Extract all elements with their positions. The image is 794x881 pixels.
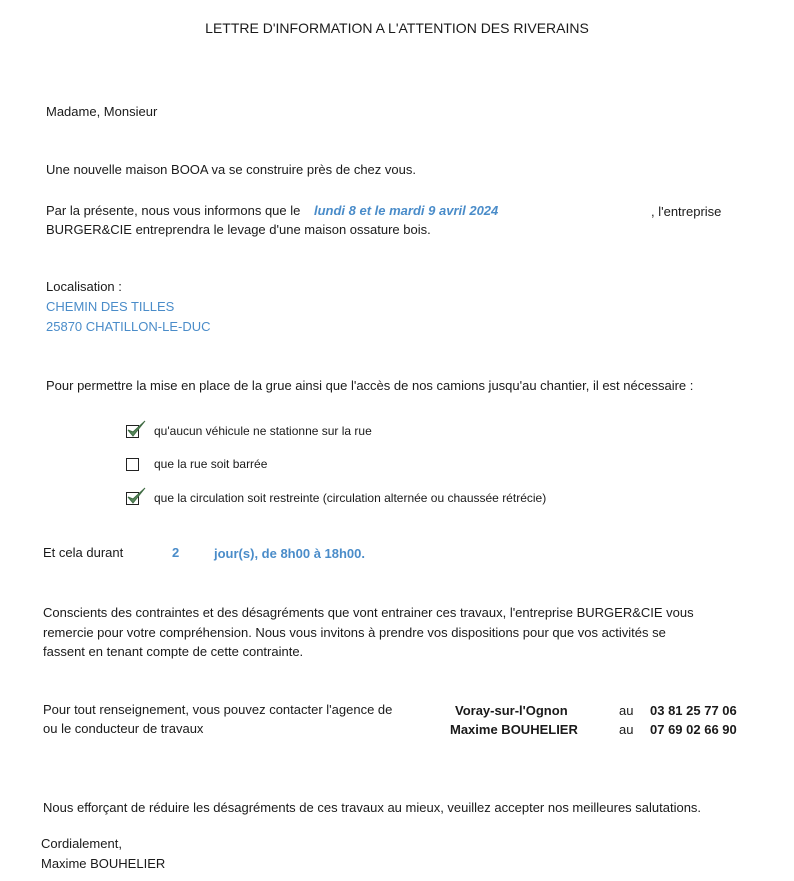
contact-driver-au: au [619,722,634,737]
para2-line1: Conscients des contraintes et des désagréments que vont entrainer ces travaux, l'entreprise BURGER&CIE vous [43,605,694,620]
para2-line2: remercie pour votre compréhension. Nous vous invitons à prendre vos dispositions pour que vos activités se [43,625,666,640]
duration-days: 2 [172,545,180,560]
contact-driver-phone: 07 69 02 66 90 [650,722,737,737]
checkbox-label-no-parking: qu'aucun véhicule ne stationne sur la rue [154,424,372,438]
contact-driver: Maxime BOUHELIER [450,722,578,737]
salutation: Madame, Monsieur [46,104,158,119]
para2-line3: fassent en tenant compte de cette contrainte. [43,644,304,659]
duration-label: Et cela durant [43,545,124,560]
letter-title: LETTRE D'INFORMATION A L'ATTENTION DES RIVERAINS [205,20,589,36]
location-street: CHEMIN DES TILLES [46,299,175,314]
checkbox-label-road-closed: que la rue soit barrée [154,457,268,471]
requirement-intro: Pour permettre la mise en place de la grue ainsi que l'accès de nos camions jusqu'au chantier, il est nécessaire : [46,378,694,393]
contact-agency-au: au [619,703,634,718]
closing-text: Nous efforçant de réduire les désagréments de ces travaux au mieux, veuillez accepter nos meilleures salutations. [43,800,702,815]
checkmark-icon [126,486,146,506]
signature-name: Maxime BOUHELIER [41,856,166,871]
contact-agency: Voray-sur-l'Ognon [455,703,568,718]
checkbox-no-parking[interactable] [126,425,139,438]
para1-prefix: Par la présente, nous vous informons que le [46,203,301,218]
contact-line1: Pour tout renseignement, vous pouvez contacter l'agence de [43,702,393,717]
contact-agency-phone: 03 81 25 77 06 [650,703,737,718]
location-label: Localisation : [46,279,122,294]
checkbox-restricted-traffic[interactable] [126,492,139,505]
checkbox-label-restricted-traffic: que la circulation soit restreinte (circulation alternée ou chaussée rétrécie) [154,491,547,505]
signature-greeting: Cordialement, [41,836,122,851]
location-city: 25870 CHATILLON-LE-DUC [46,319,211,334]
para1-suffix: , l'entreprise [651,204,722,219]
event-dates: lundi 8 et le mardi 9 avril 2024 [314,203,499,218]
checkbox-road-closed[interactable] [126,458,139,471]
para1-line2: BURGER&CIE entreprendra le levage d'une maison ossature bois. [46,222,431,237]
intro-text: Une nouvelle maison BOOA va se construire près de chez vous. [46,162,416,177]
duration-detail: jour(s), de 8h00 à 18h00. [214,546,366,561]
checkmark-icon [126,419,146,439]
contact-line2: ou le conducteur de travaux [43,721,204,736]
